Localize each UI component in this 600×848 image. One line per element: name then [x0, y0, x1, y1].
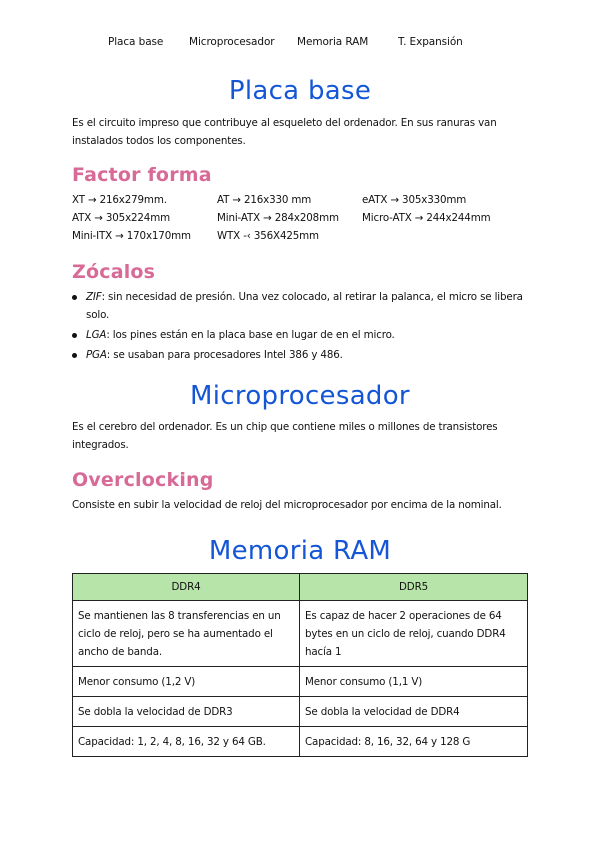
table-cell: Menor consumo (1,2 V)	[73, 667, 300, 697]
table-row	[73, 727, 528, 757]
socket-term: ZIF	[86, 291, 102, 303]
table-row	[73, 667, 528, 697]
table-header-row	[73, 574, 528, 601]
table-cell: Capacidad: 1, 2, 4, 8, 16, 32 y 64 GB.	[73, 727, 300, 757]
bullet-icon	[72, 295, 77, 300]
list-item	[72, 346, 532, 364]
zocalos-list	[72, 288, 532, 364]
nav-link-t-expansion[interactable]: T. Expansión	[398, 36, 463, 48]
list-item	[72, 326, 532, 344]
factor-forma-heading: Factor forma	[72, 164, 212, 186]
table-cell: Capacidad: 8, 16, 32, 64 y 128 G	[300, 727, 528, 757]
factor-forma-item: Mini-ITX → 170x170mm	[72, 230, 191, 242]
socket-description: : se usaban para procesadores Intel 386 y 486.	[106, 349, 343, 361]
top-nav	[0, 36, 600, 52]
nav-link-placa-base[interactable]: Placa base	[108, 36, 164, 48]
factor-forma-item: eATX → 305x330mm	[362, 194, 467, 206]
overclocking-heading: Overclocking	[72, 469, 214, 491]
factor-forma-item: ATX → 305x224mm	[72, 212, 170, 224]
socket-description: : los pines están en la placa base en lugar de en el micro.	[106, 329, 395, 341]
table-cell: Se dobla la velocidad de DDR4	[300, 697, 528, 727]
zocalos-heading: Zócalos	[72, 261, 156, 283]
placa-base-heading: Placa base	[228, 76, 372, 106]
placa-base-description: Es el circuito impreso que contribuye al esqueleto del ordenador. En sus ranuras van instalados todos los componentes.	[72, 117, 497, 147]
microprocesador-description: Es el cerebro del ordenador. Es un chip que contiene miles o millones de transistores integrados.	[72, 421, 498, 451]
factor-forma-item: AT → 216x330 mm	[217, 194, 312, 206]
socket-term: PGA	[86, 349, 107, 361]
table-row	[73, 697, 528, 727]
overclocking-description: Consiste en subir la velocidad de reloj del microprocesador por encima de la nominal.	[72, 499, 502, 511]
table-cell: Se dobla la velocidad de DDR3	[73, 697, 300, 727]
memoria-ram-heading: Memoria RAM	[208, 536, 392, 566]
socket-description: : sin necesidad de presión. Una vez colocado, al retirar la palanca, el micro se libera solo.	[86, 291, 523, 321]
table-cell: Menor consumo (1,1 V)	[300, 667, 528, 697]
table-cell: Es capaz de hacer 2 operaciones de 64 bytes en un ciclo de reloj, cuando DDR4 hacía 1	[300, 601, 528, 667]
bullet-icon	[72, 333, 77, 338]
nav-link-memoria-ram[interactable]: Memoria RAM	[297, 36, 369, 48]
ram-comparison-table	[72, 573, 528, 757]
column-header-ddr5: DDR5	[300, 574, 528, 601]
socket-term: LGA	[86, 329, 107, 341]
column-header-ddr4: DDR4	[73, 574, 300, 601]
list-item	[72, 288, 532, 324]
factor-forma-item: XT → 216x279mm.	[72, 194, 167, 206]
table-row	[73, 601, 528, 667]
table-cell: Se mantienen las 8 transferencias en un ciclo de reloj, pero se ha aumentado el ancho de banda.	[73, 601, 300, 667]
nav-link-microprocesador[interactable]: Microprocesador	[189, 36, 275, 48]
microprocesador-heading: Microprocesador	[190, 381, 410, 411]
factor-forma-item: Micro-ATX → 244x244mm	[362, 212, 491, 224]
factor-forma-item: Mini-ATX → 284x208mm	[217, 212, 339, 224]
bullet-icon	[72, 353, 77, 358]
factor-forma-item: WTX -‹ 356X425mm	[217, 230, 319, 242]
